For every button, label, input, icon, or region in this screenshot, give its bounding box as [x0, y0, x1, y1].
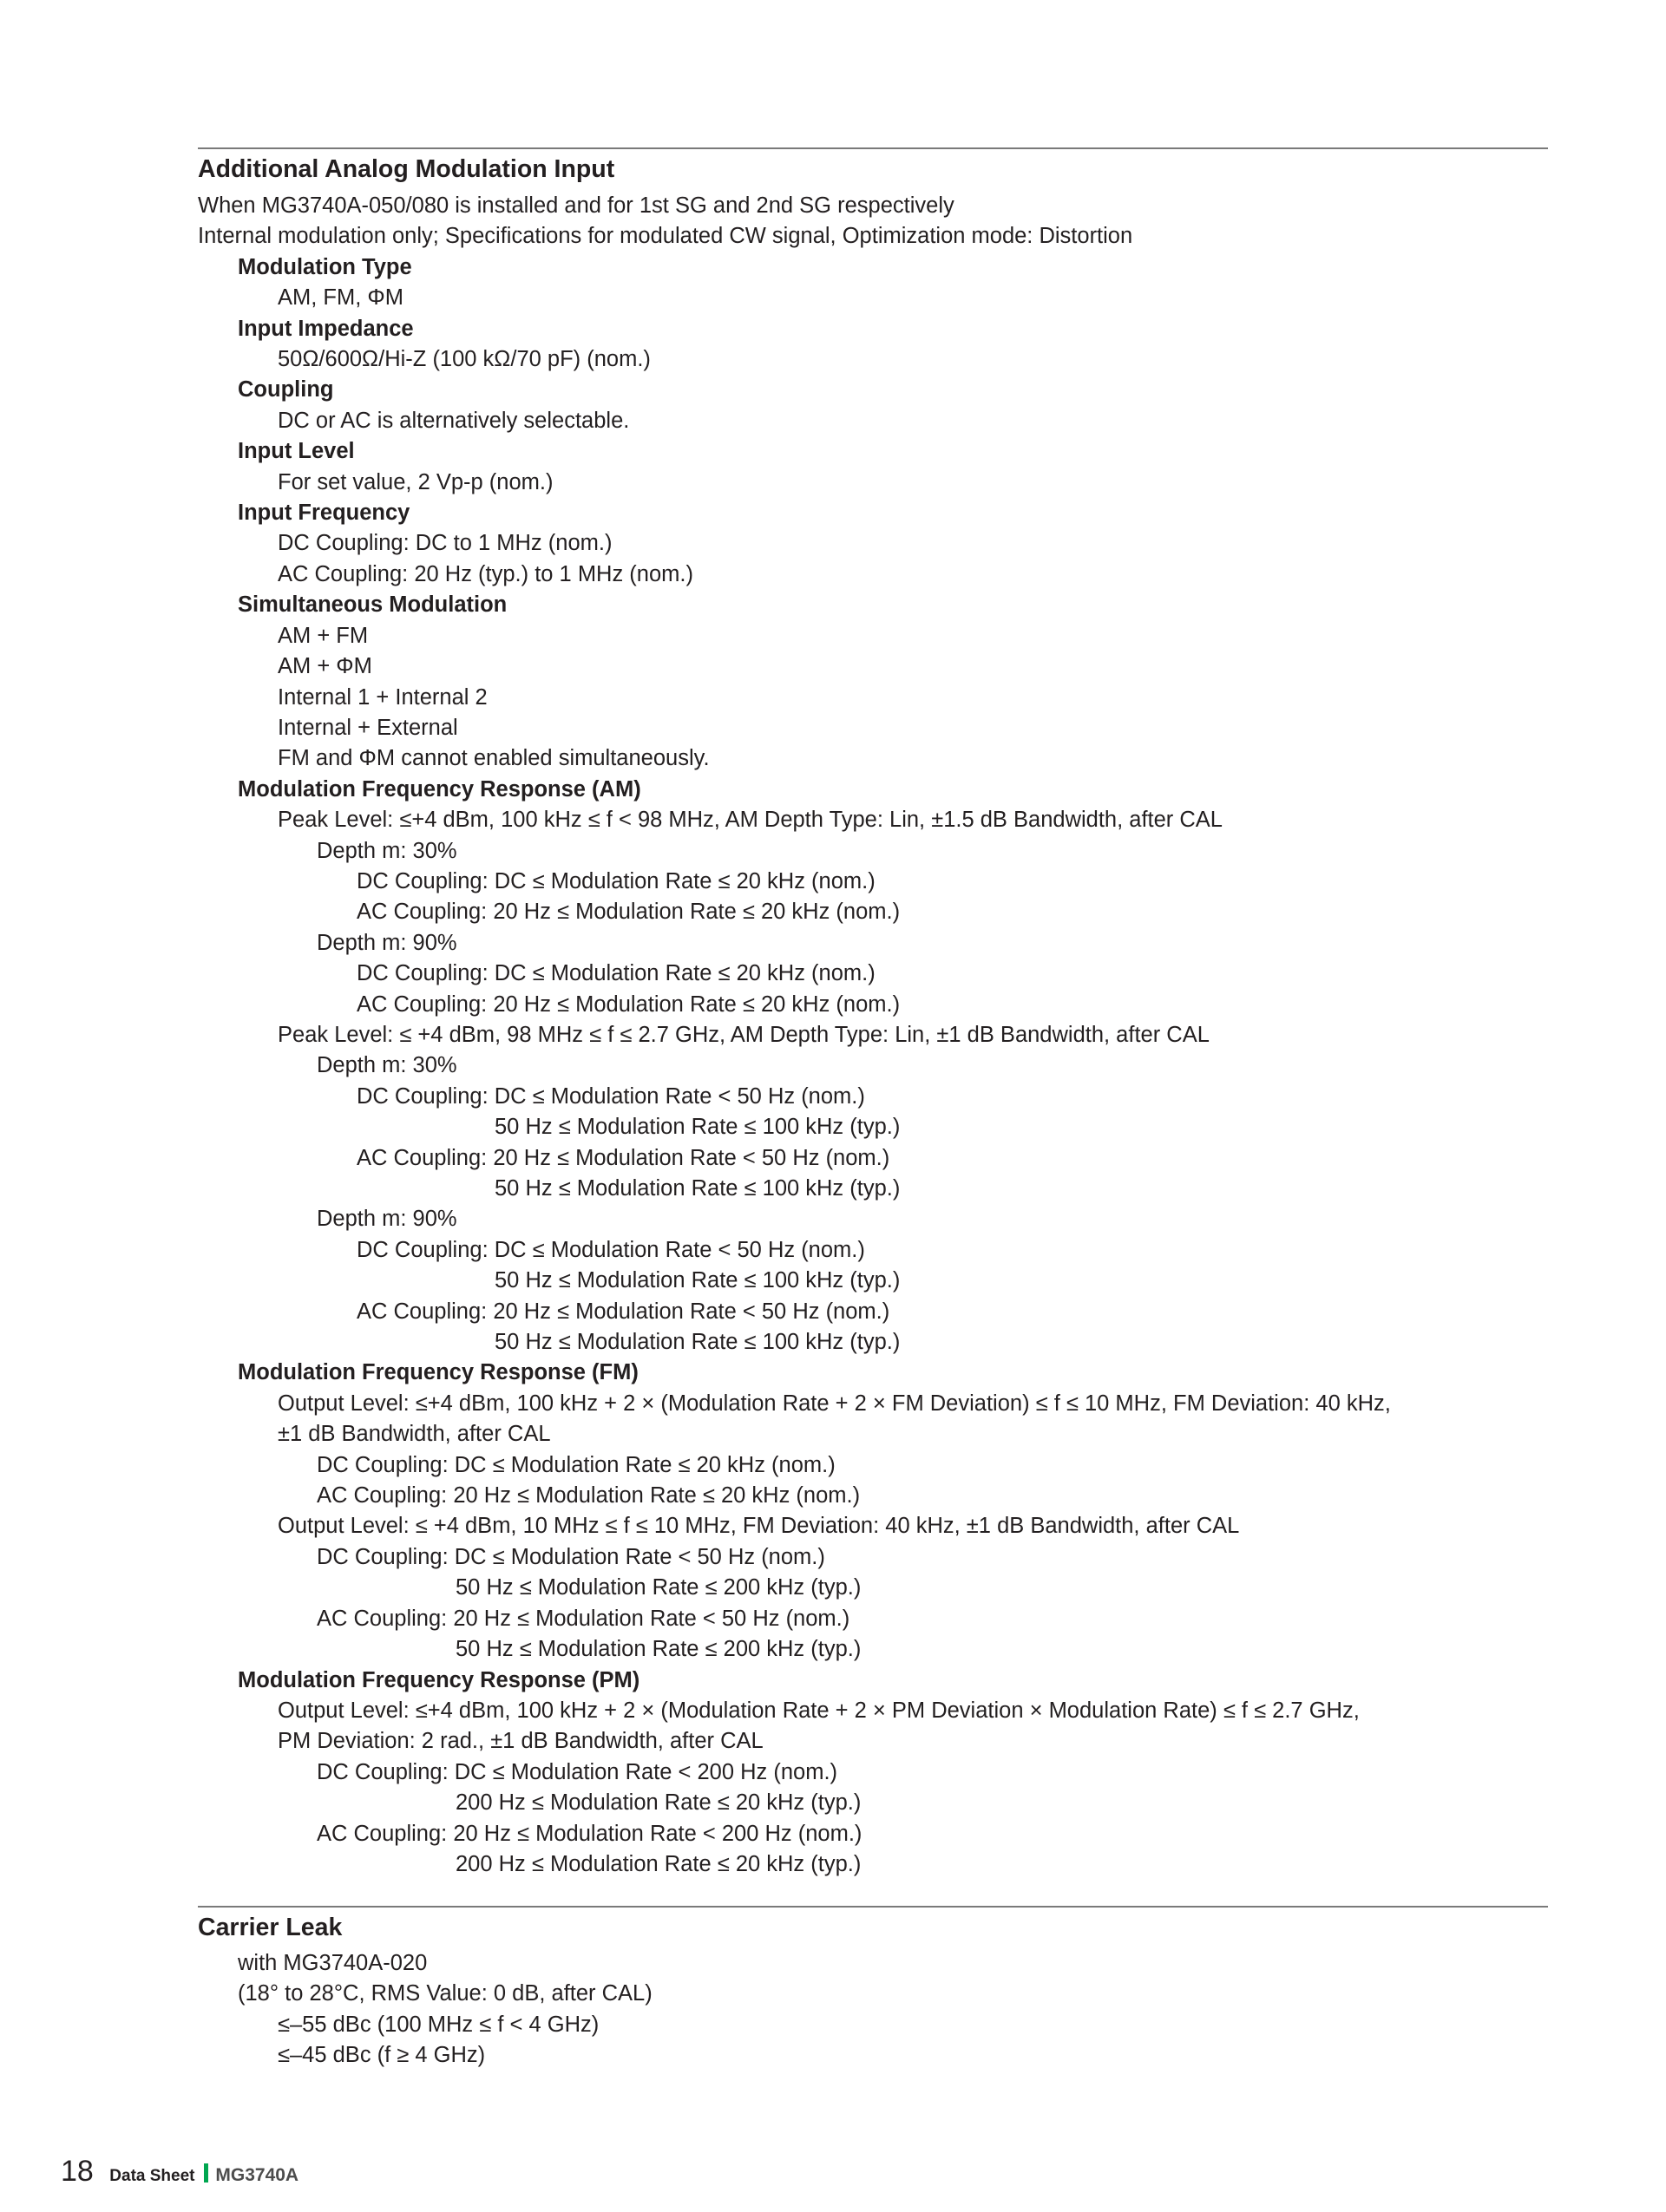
spec-line: 50Ω/600Ω/Hi-Z (100 kΩ/70 pF) (nom.) [278, 347, 651, 372]
spec-line: 50 Hz ≤ Modulation Rate ≤ 100 kHz (typ.) [495, 1176, 901, 1201]
spec-line: Depth m: 30% [317, 1053, 457, 1078]
page-footer [61, 2155, 298, 2189]
spec-line: Internal modulation only; Specifications for modulated CW signal, Optimization mode: Distortion [198, 224, 1133, 249]
spec-line: (18° to 28°C, RMS Value: 0 dB, after CAL) [238, 1981, 653, 2006]
spec-line: 50 Hz ≤ Modulation Rate ≤ 100 kHz (typ.) [495, 1115, 901, 1140]
spec-line: Output Level: ≤ +4 dBm, 10 MHz ≤ f ≤ 10 MHz, FM Deviation: 40 kHz, ±1 dB Bandwidth, after CAL [278, 1514, 1240, 1539]
spec-subheading: Modulation Type [238, 254, 412, 279]
spec-line: DC Coupling: DC ≤ Modulation Rate < 50 Hz (nom.) [317, 1544, 825, 1569]
spec-line: AC Coupling: 20 Hz (typ.) to 1 MHz (nom.) [278, 561, 693, 586]
spec-subheading: Modulation Frequency Response (AM) [238, 776, 641, 802]
spec-subheading: Modulation Frequency Response (FM) [238, 1360, 639, 1385]
spec-line: DC Coupling: DC ≤ Modulation Rate ≤ 20 kHz (nom.) [357, 868, 876, 893]
spec-subheading: Input Impedance [238, 316, 414, 341]
spec-line: AC Coupling: 20 Hz ≤ Modulation Rate < 50 Hz (nom.) [357, 1145, 890, 1170]
spec-line: Depth m: 30% [317, 838, 457, 863]
spec-line: When MG3740A-050/080 is installed and for 1st SG and 2nd SG respectively [198, 193, 954, 218]
spec-line: AM + FM [278, 623, 369, 648]
spec-line: DC Coupling: DC ≤ Modulation Rate < 200 Hz (nom.) [317, 1759, 838, 1784]
spec-line: Peak Level: ≤+4 dBm, 100 kHz ≤ f < 98 MHz, AM Depth Type: Lin, ±1.5 dB Bandwidth, after CAL [278, 808, 1223, 833]
spec-line: DC Coupling: DC ≤ Modulation Rate < 50 Hz (nom.) [357, 1083, 865, 1109]
spec-line: 50 Hz ≤ Modulation Rate ≤ 100 kHz (typ.) [495, 1268, 901, 1293]
spec-line: ±1 dB Bandwidth, after CAL [278, 1422, 551, 1447]
section-body-carrier-leak [198, 1948, 653, 2071]
spec-line: Peak Level: ≤ +4 dBm, 98 MHz ≤ f ≤ 2.7 GHz, AM Depth Type: Lin, ±1 dB Bandwidth, after CAL [278, 1022, 1210, 1047]
spec-line: ≤–55 dBc (100 MHz ≤ f < 4 GHz) [278, 2012, 600, 2037]
spec-line: Output Level: ≤+4 dBm, 100 kHz + 2 × (Modulation Rate + 2 × PM Deviation × Modulation Rate) ≤ f ≤ 2.7 GHz, [278, 1698, 1360, 1723]
spec-subheading: Modulation Frequency Response (PM) [238, 1667, 640, 1692]
spec-subheading: Coupling [238, 377, 334, 402]
spec-line: AC Coupling: 20 Hz ≤ Modulation Rate ≤ 20 kHz (nom.) [357, 991, 901, 1017]
spec-line: with MG3740A-020 [238, 1951, 428, 1975]
spec-line: DC or AC is alternatively selectable. [278, 408, 630, 433]
section-title-carrier-leak: Carrier Leak [198, 1914, 343, 1941]
spec-line: DC Coupling: DC ≤ Modulation Rate < 50 Hz (nom.) [357, 1237, 865, 1262]
spec-line: AM + ΦM [278, 654, 372, 679]
spec-line: AC Coupling: 20 Hz ≤ Modulation Rate < 200 Hz (nom.) [317, 1821, 863, 1846]
spec-subheading: Input Frequency [238, 501, 410, 526]
spec-line: AM, FM, ΦM [278, 285, 403, 311]
spec-line: AC Coupling: 20 Hz ≤ Modulation Rate ≤ 20 kHz (nom.) [317, 1483, 861, 1508]
spec-line: For set value, 2 Vp-p (nom.) [278, 469, 554, 494]
section-body-analog-modulation [198, 191, 1391, 1880]
doc-type-label: Data Sheet [109, 2167, 195, 2185]
spec-line: FM and ΦM cannot enabled simultaneously. [278, 746, 710, 771]
spec-line: Output Level: ≤+4 dBm, 100 kHz + 2 × (Modulation Rate + 2 × FM Deviation) ≤ f ≤ 10 MHz, FM Deviation: 40 kHz, [278, 1391, 1391, 1416]
spec-line: AC Coupling: 20 Hz ≤ Modulation Rate < 50 Hz (nom.) [317, 1606, 850, 1631]
spec-subheading: Simultaneous Modulation [238, 592, 508, 618]
spec-line: 50 Hz ≤ Modulation Rate ≤ 200 kHz (typ.) [456, 1575, 862, 1600]
section-divider-top [198, 147, 1548, 149]
model-name: MG3740A [215, 2165, 299, 2185]
spec-line: DC Coupling: DC ≤ Modulation Rate ≤ 20 kHz (nom.) [357, 961, 876, 986]
spec-line: 200 Hz ≤ Modulation Rate ≤ 20 kHz (typ.) [456, 1851, 862, 1876]
spec-line: DC Coupling: DC ≤ Modulation Rate ≤ 20 kHz (nom.) [317, 1452, 836, 1477]
spec-line: Depth m: 90% [317, 930, 457, 955]
accent-bar [204, 2163, 208, 2183]
spec-line: DC Coupling: DC to 1 MHz (nom.) [278, 531, 613, 556]
spec-line: ≤–45 dBc (f ≥ 4 GHz) [278, 2043, 486, 2068]
section-title-analog-modulation: Additional Analog Modulation Input [198, 155, 615, 183]
spec-line: AC Coupling: 20 Hz ≤ Modulation Rate ≤ 20 kHz (nom.) [357, 900, 901, 925]
spec-line: Internal + External [278, 715, 458, 740]
page-number: 18 [61, 2155, 94, 2188]
spec-line: 50 Hz ≤ Modulation Rate ≤ 200 kHz (typ.) [456, 1637, 862, 1662]
spec-subheading: Input Level [238, 439, 355, 464]
section-divider-carrier-leak [198, 1906, 1548, 1908]
spec-line: AC Coupling: 20 Hz ≤ Modulation Rate < 50 Hz (nom.) [357, 1299, 890, 1324]
spec-line: 50 Hz ≤ Modulation Rate ≤ 100 kHz (typ.) [495, 1330, 901, 1355]
spec-line: 200 Hz ≤ Modulation Rate ≤ 20 kHz (typ.) [456, 1790, 862, 1816]
spec-line: Depth m: 90% [317, 1207, 457, 1232]
spec-line: Internal 1 + Internal 2 [278, 684, 488, 710]
spec-line: PM Deviation: 2 rad., ±1 dB Bandwidth, after CAL [278, 1729, 764, 1754]
